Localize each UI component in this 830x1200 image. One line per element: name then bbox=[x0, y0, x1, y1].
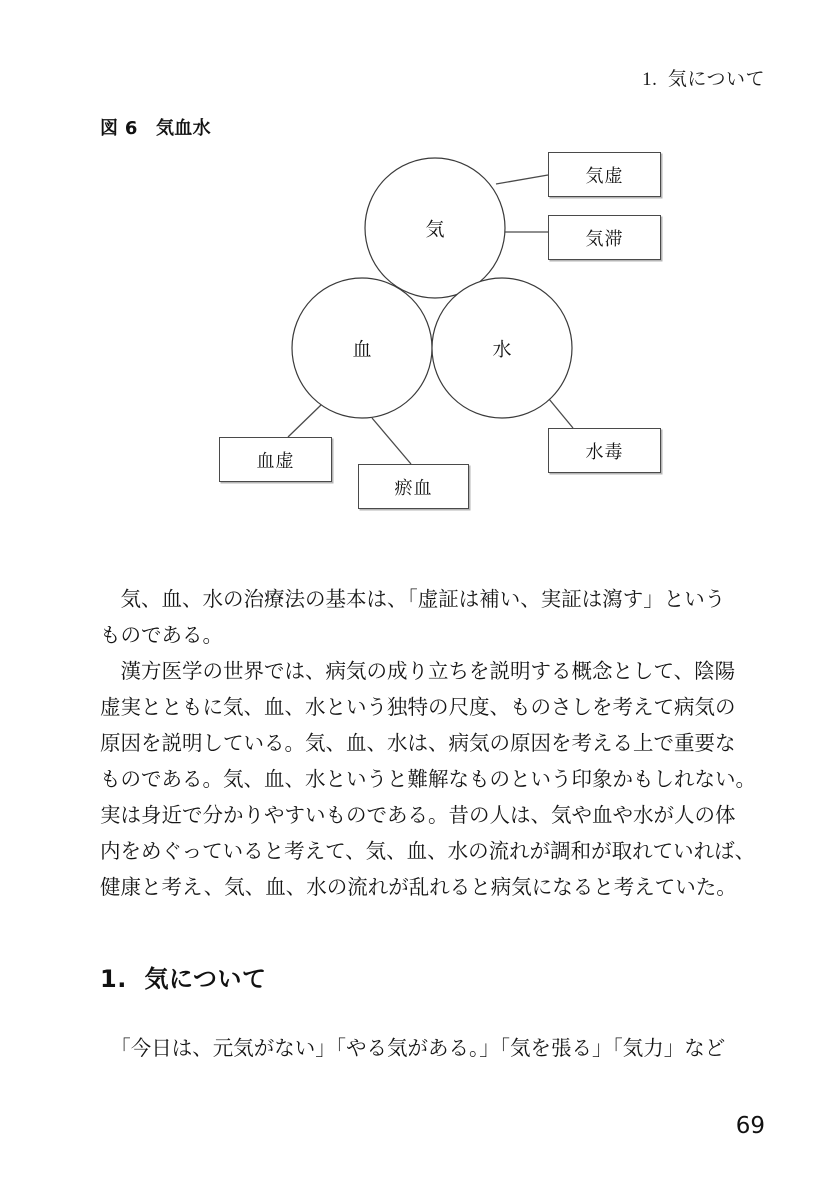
circle-label-sui: 水 bbox=[492, 338, 512, 361]
body-paragraph-1 bbox=[100, 582, 766, 654]
label-box-oketsu: 瘀血 bbox=[358, 464, 469, 509]
label-box-suidoku: 水毒 bbox=[548, 428, 661, 473]
text-line: 虚実とともに気、血、水という独特の尺度、ものさしを考えて病気の bbox=[100, 697, 736, 719]
figure-kiketsusui-diagram bbox=[100, 140, 770, 530]
running-header: 1. 気について bbox=[642, 69, 765, 90]
connector-ketsu-to-oketsu bbox=[372, 418, 411, 464]
text-line: 実は身近で分かりやすいものである。昔の人は、気や血や水が人の体 bbox=[100, 805, 736, 827]
label-box-kitai: 気滞 bbox=[548, 215, 661, 260]
text-line: ものである。気、血、水というと難解なものという印象かもしれない。 bbox=[100, 769, 756, 791]
section-heading: 1. 気について bbox=[100, 965, 267, 993]
label-box-kekkyo: 血虚 bbox=[219, 437, 332, 482]
text-line: 健康と考え、気、血、水の流れが乱れると病気になると考えていた。 bbox=[100, 877, 737, 899]
connector-ketsu-to-kekkyo bbox=[288, 405, 321, 437]
circle-label-ketsu: 血 bbox=[352, 338, 372, 361]
label-box-kikyo: 気虚 bbox=[548, 152, 661, 197]
text-line: ものである。 bbox=[100, 625, 223, 647]
text-line: 気、血、水の治療法の基本は、「虚証は補い、実証は瀉す」という bbox=[100, 589, 726, 611]
text-line: 漢方医学の世界では、病気の成り立ちを説明する概念として、陰陽 bbox=[100, 661, 736, 683]
body-paragraph-2 bbox=[100, 654, 766, 906]
text-line: 「今日は、元気がない」「やる気がある。」「気を張る」「気力」など bbox=[100, 1038, 726, 1060]
figure-caption: 図 6 気血水 bbox=[100, 118, 211, 139]
text-line: 原因を説明している。気、血、水は、病気の原因を考える上で重要な bbox=[100, 733, 736, 755]
circle-label-ki: 気 bbox=[425, 218, 445, 241]
text-line: 内をめぐっていると考えて、気、血、水の流れが調和が取れていれば、 bbox=[100, 841, 756, 863]
connector-ki-to-kikyo bbox=[496, 175, 548, 184]
body-paragraph-3 bbox=[100, 1031, 766, 1067]
connector-sui-to-suidoku bbox=[549, 399, 573, 428]
page-number: 69 bbox=[735, 1113, 765, 1139]
